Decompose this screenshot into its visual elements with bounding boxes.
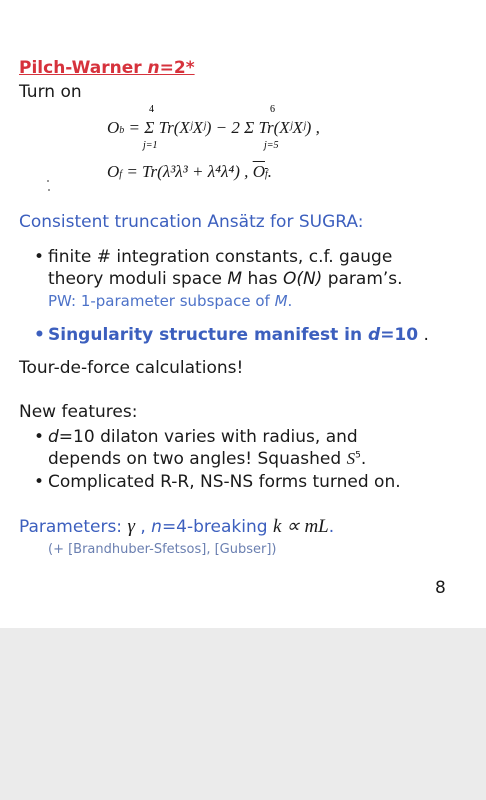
bullet-singularity: • Singularity structure manifest in d=10 . [48, 325, 429, 345]
page-number: 8 [435, 578, 446, 598]
references-text: (+ [Brandhuber-Sfetsos], [Gubser]) [48, 542, 277, 557]
bullet-dilaton-line2: depends on two angles! Squashed $S^5$. [48, 449, 367, 469]
bullet-integration-constants: • finite # integration constants, c.f. gauge [48, 247, 392, 267]
sum2-lower: j=5 [264, 140, 279, 151]
sum1-upper: 4 [149, 104, 154, 115]
sum1-lower: j=1 [143, 140, 158, 151]
parameters-line: Parameters: γ , n=4-breaking k ∝ mL. [19, 516, 335, 537]
speck [47, 180, 49, 182]
consistent-truncation-heading: Consistent truncation Ansätz for SUGRA: [19, 212, 364, 232]
sum2-upper: 6 [270, 104, 275, 115]
pw-subspace-line: PW: 1-parameter subspace of M. [48, 292, 293, 310]
new-features-heading: New features: [19, 402, 138, 422]
bullet-dilaton: • d=10 dilaton varies with radius, and [48, 427, 358, 447]
slide-title: Pilch-Warner n=2* [19, 58, 195, 78]
equation-ob: Ob = Σ Tr(XʲXʲ) − 2 Σ Tr(XʲXʲ) , [107, 118, 320, 137]
equation-of: Of = Tr(λ³λ³ + λ⁴λ⁴) , Of. [107, 162, 272, 181]
bullet-moduli-line: theory moduli space M has O(N) param’s. [48, 269, 403, 289]
speck [48, 189, 50, 191]
tour-de-force-text: Tour-de-force calculations! [19, 358, 244, 378]
turn-on-text: Turn on [19, 82, 82, 102]
bullet-forms: • Complicated R-R, NS-NS forms turned on. [48, 472, 401, 492]
